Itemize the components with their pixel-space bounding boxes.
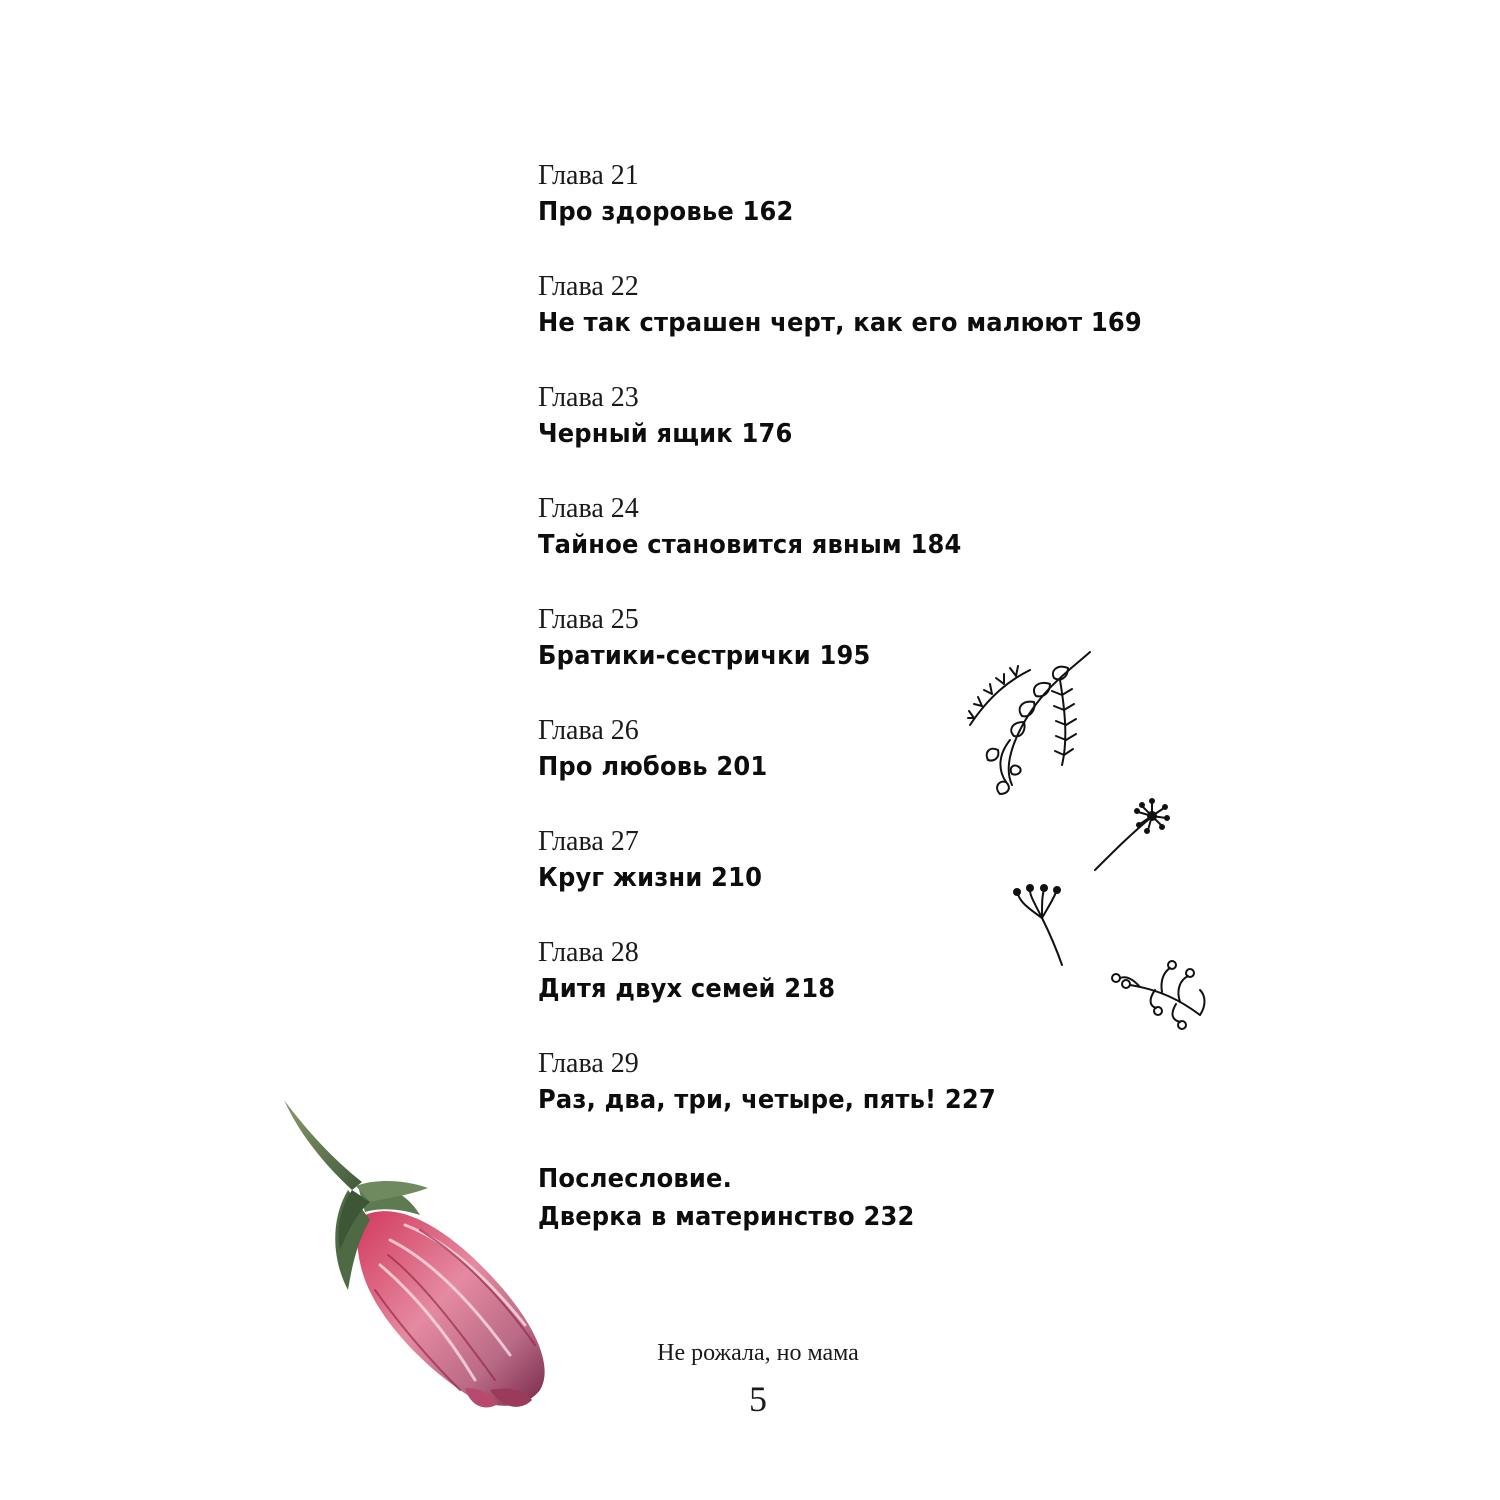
chapter-title: Раз, два, три, четыре, пять! 227 — [538, 1085, 996, 1115]
chapter-number: Глава 25 — [538, 604, 639, 635]
chapter-number: Глава 23 — [538, 382, 639, 413]
chapter-title: Про здоровье 162 — [538, 197, 794, 227]
chapter-number: Глава 21 — [538, 160, 639, 191]
toc-entry-23 — [538, 380, 1238, 491]
page-number: 5 — [749, 1379, 767, 1419]
chapter-title: Про любовь 201 — [538, 752, 768, 782]
pink-flower-bud-illustration — [270, 1090, 570, 1420]
chapter-title: Дитя двух семей 218 — [538, 974, 836, 1004]
toc-entry-21 — [538, 158, 1238, 269]
toc-entry-29 — [538, 1046, 1238, 1157]
toc-entry-24 — [538, 491, 1238, 602]
afterword-heading: Послесловие. — [538, 1164, 733, 1194]
plant-doodles-illustration — [950, 640, 1220, 1040]
chapter-number: Глава 28 — [538, 937, 639, 968]
chapter-title: Тайное становится явным 184 — [538, 530, 962, 560]
afterword-title: Дверка в материнство 232 — [538, 1202, 915, 1232]
chapter-number: Глава 22 — [538, 271, 639, 302]
chapter-title: Не так страшен черт, как его малюют 169 — [538, 308, 1142, 338]
toc-entry-22 — [538, 269, 1238, 380]
running-footer-book-title: Не рожала, но мама — [657, 1340, 859, 1366]
chapter-number: Глава 24 — [538, 493, 639, 524]
chapter-title: Братики-сестрички 195 — [538, 641, 871, 671]
chapter-number: Глава 27 — [538, 826, 639, 857]
chapter-title: Круг жизни 210 — [538, 863, 763, 893]
chapter-title: Черный ящик 176 — [538, 419, 793, 449]
chapter-number: Глава 26 — [538, 715, 639, 746]
chapter-number: Глава 29 — [538, 1048, 639, 1079]
toc-entry-afterword — [538, 1160, 943, 1236]
